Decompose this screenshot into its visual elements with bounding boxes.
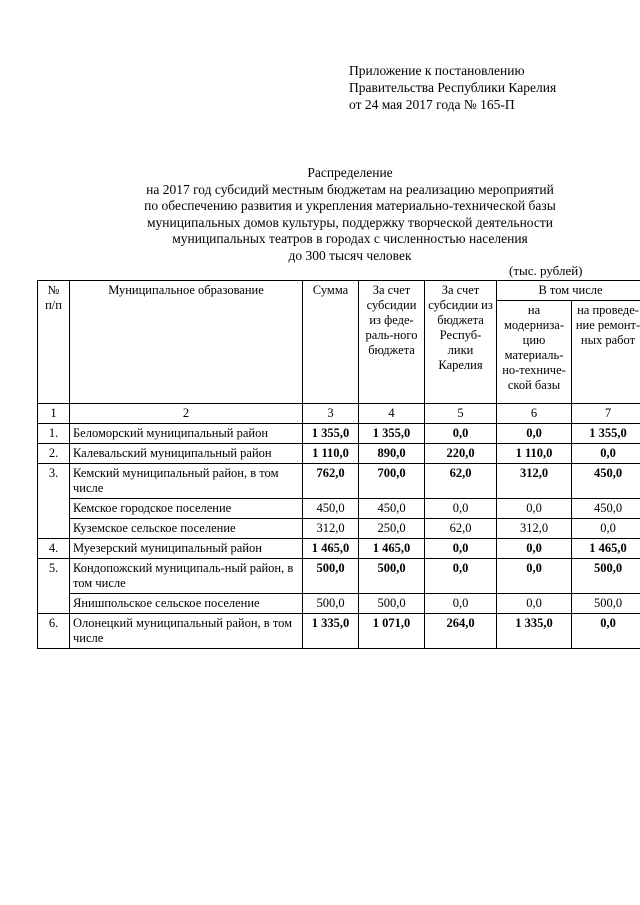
header-row-1 [38,281,640,301]
row-modernization: 1 110,0 [497,444,572,464]
row-sum: 762,0 [303,464,359,499]
row-federal: 500,0 [359,559,425,594]
col-number: 6 [497,404,572,424]
row-number: 3. [38,464,70,539]
header-municipality: Муниципальное образование [70,281,303,404]
row-municipality: Кемский муниципальный район, в том числе [70,464,303,499]
row-number: 5. [38,559,70,614]
document-title [60,165,640,264]
row-modernization: 312,0 [497,519,572,539]
row-modernization: 0,0 [497,594,572,614]
row-modernization: 0,0 [497,559,572,594]
row-sum: 500,0 [303,594,359,614]
row-federal: 250,0 [359,519,425,539]
row-municipality: Янишпольское сельское поселение [70,594,303,614]
row-sum: 450,0 [303,499,359,519]
header-repair: на проведе-ние ремонт-ных работ [572,301,640,404]
row-republic: 0,0 [425,499,497,519]
row-number: 2. [38,444,70,464]
row-modernization: 312,0 [497,464,572,499]
row-republic: 0,0 [425,539,497,559]
row-repair: 0,0 [572,519,640,539]
title-line-2: на 2017 год субсидий местным бюджетам на реализацию мероприятий [146,181,554,197]
row-republic: 62,0 [425,519,497,539]
title-line-4: муниципальных домов культуры, поддержку творческой деятельности [146,214,554,230]
row-municipality: Муезерский муниципальный район [70,539,303,559]
row-number: 4. [38,539,70,559]
appendix-line-1: Приложение к постановлению [349,63,525,78]
row-republic: 0,0 [425,424,497,444]
header-including: В том числе [497,281,640,301]
row-federal: 500,0 [359,594,425,614]
row-sum: 1 110,0 [303,444,359,464]
col-number: 2 [70,404,303,424]
appendix-line-3: от 24 мая 2017 года № 165-П [349,97,515,112]
row-modernization: 0,0 [497,499,572,519]
row-repair: 0,0 [572,614,640,649]
row-municipality: Кемское городское поселение [70,499,303,519]
title-line-3: по обеспечению развития и укрепления материально-технической базы [144,198,556,213]
col-number: 4 [359,404,425,424]
column-number-row [38,404,640,424]
header-federal: За счет субсидии из феде-раль-ного бюджета [359,281,425,404]
units-label: (тыс. рублей) [509,263,583,278]
col-number: 7 [572,404,640,424]
table-subrow [38,519,640,539]
row-federal: 450,0 [359,499,425,519]
row-federal: 1 355,0 [359,424,425,444]
table-row [38,424,640,444]
col-number: 3 [303,404,359,424]
row-municipality: Беломорский муниципальный район [70,424,303,444]
appendix-line-2: Правительства Республики Карелия [349,80,557,95]
row-repair: 1 465,0 [572,539,640,559]
row-sum: 1 355,0 [303,424,359,444]
table-row [38,614,640,649]
row-sum: 1 335,0 [303,614,359,649]
header-modernization: на модерниза-цию материаль-но-техниче-ской базы [497,301,572,404]
appendix-block [349,62,556,113]
row-municipality: Олонецкий муниципальный район, в том числе [70,614,303,649]
row-federal: 1 465,0 [359,539,425,559]
table-subrow [38,499,640,519]
row-repair: 1 355,0 [572,424,640,444]
subsidy-table [37,280,640,649]
row-number: 1. [38,424,70,444]
row-sum: 500,0 [303,559,359,594]
row-republic: 0,0 [425,559,497,594]
title-line-5: муниципальных театров в городах с численностью населения [172,231,528,246]
table-subrow [38,594,640,614]
col-number: 1 [38,404,70,424]
row-repair: 0,0 [572,444,640,464]
row-federal: 890,0 [359,444,425,464]
col-number: 5 [425,404,497,424]
title-line-6: до 300 тысяч человек [288,247,412,263]
row-repair: 450,0 [572,499,640,519]
header-sum: Сумма [303,281,359,404]
row-number: 6. [38,614,70,649]
row-federal: 700,0 [359,464,425,499]
table-row [38,464,640,499]
row-modernization: 0,0 [497,424,572,444]
header-republic: За счет субсидии из бюджета Респуб-лики Карелия [425,281,497,404]
row-modernization: 1 335,0 [497,614,572,649]
table-row [38,559,640,594]
header-num: № п/п [38,281,70,404]
row-repair: 500,0 [572,594,640,614]
row-municipality: Калевальский муниципальный район [70,444,303,464]
table-row [38,444,640,464]
title-line-1: Распределение [307,165,393,180]
table-row [38,539,640,559]
row-federal: 1 071,0 [359,614,425,649]
row-republic: 62,0 [425,464,497,499]
row-municipality: Куземское сельское поселение [70,519,303,539]
row-modernization: 0,0 [497,539,572,559]
row-sum: 1 465,0 [303,539,359,559]
row-repair: 500,0 [572,559,640,594]
row-municipality: Кондопожский муниципаль-ный район, в том числе [70,559,303,594]
row-republic: 220,0 [425,444,497,464]
row-sum: 312,0 [303,519,359,539]
row-republic: 264,0 [425,614,497,649]
row-repair: 450,0 [572,464,640,499]
row-republic: 0,0 [425,594,497,614]
